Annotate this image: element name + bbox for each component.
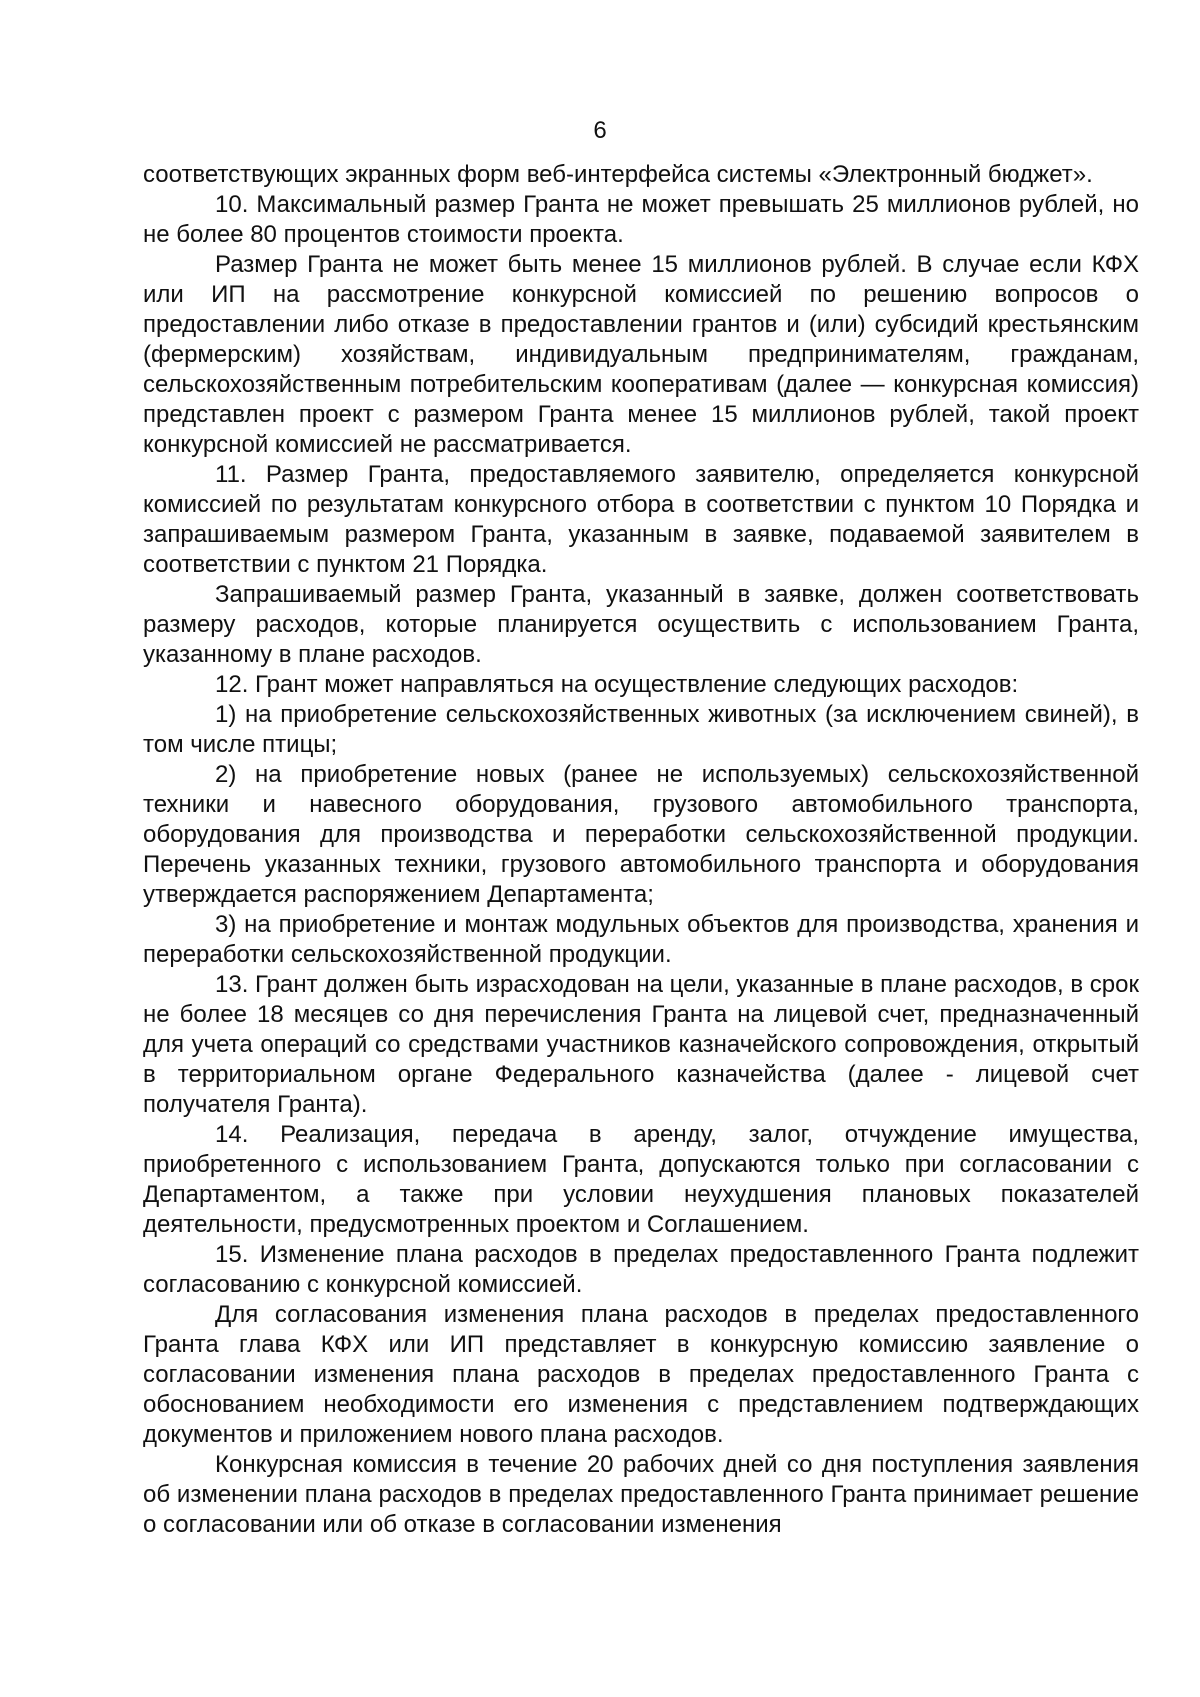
list-item-1: 1) на приобретение сельскохозяйственных животных (за исключением свиней), в том числе птицы;	[143, 701, 1139, 758]
paragraph-requested-amount: Запрашиваемый размер Гранта, указанный в заявке, должен соответствовать размеру расходов, которые планируется осуществить с использованием Гранта, указанному в плане расходов.	[143, 581, 1139, 668]
paragraph-item-12: 12. Грант может направляться на осуществление следующих расходов:	[215, 671, 1019, 698]
paragraph-commission-decision: Конкурсная комиссия в течение 20 рабочих дней со дня поступления заявления об изменении плана расходов в пределах предоставленного Гранта принимает решение о согласовании или об отказе в согласовании изменения	[143, 1451, 1139, 1538]
paragraph-item-11: 11. Размер Гранта, предоставляемого заявителю, определяется конкурсной комиссией по результатам конкурсного отбора в соответствии с пунктом 10 Порядка и запрашиваемым размером Гранта, указанным в заявке, подаваемой заявителем в соответствии с пунктом 21 Порядка.	[143, 461, 1139, 578]
document-body	[143, 160, 1139, 1540]
paragraph-item-10: 10. Максимальный размер Гранта не может превышать 25 миллионов рублей, но не более 80 процентов стоимости проекта.	[143, 191, 1139, 248]
paragraph-grant-minimum: Размер Гранта не может быть менее 15 миллионов рублей. В случае если КФХ или ИП на рассмотрение конкурсной комиссией по решению вопросов о предоставлении либо отказе в предоставлении грантов и (или) субсидий крестьянским (фермерским) хозяйствам, индивидуальным предпринимателям, гражданам, сельскохозяйственным потребительским кооперативам (далее — конкурсная комиссия) представлен проект с размером Гранта менее 15 миллионов рублей, такой проект конкурсной комиссией не рассматривается.	[143, 251, 1139, 458]
page-number: 6	[593, 117, 607, 144]
paragraph-continuation: соответствующих экранных форм веб-интерфейса системы «Электронный бюджет».	[143, 161, 1093, 188]
list-item-2: 2) на приобретение новых (ранее не используемых) сельскохозяйственной техники и навесного оборудования, грузового автомобильного транспорта, оборудования для производства и переработки сельскохозяйственной продукции. Перечень указанных техники, грузового автомобильного транспорта и оборудования утверждается распоряжением Департамента;	[143, 761, 1139, 908]
list-item-3: 3) на приобретение и монтаж модульных объектов для производства, хранения и переработки сельскохозяйственной продукции.	[143, 911, 1139, 968]
paragraph-item-15: 15. Изменение плана расходов в пределах предоставленного Гранта подлежит согласованию с конкурсной комиссией.	[143, 1241, 1139, 1298]
paragraph-item-14: 14. Реализация, передача в аренду, залог, отчуждение имущества, приобретенного с использованием Гранта, допускаются только при согласовании с Департаментом, а также при условии неухудшения плановых показателей деятельности, предусмотренных проектом и Соглашением.	[143, 1121, 1139, 1238]
paragraph-plan-change-request: Для согласования изменения плана расходов в пределах предоставленного Гранта глава КФХ или ИП представляет в конкурсную комиссию заявление о согласовании изменения плана расходов в пределах предоставленного Гранта с обоснованием необходимости его изменения с представлением подтверждающих документов и приложением нового плана расходов.	[143, 1301, 1139, 1448]
paragraph-item-13: 13. Грант должен быть израсходован на цели, указанные в плане расходов, в срок не более 18 месяцев со дня перечисления Гранта на лицевой счет, предназначенный для учета операций со средствами участников казначейского сопровождения, открытый в территориальном органе Федерального казначейства (далее - лицевой счет получателя Гранта).	[143, 971, 1139, 1118]
